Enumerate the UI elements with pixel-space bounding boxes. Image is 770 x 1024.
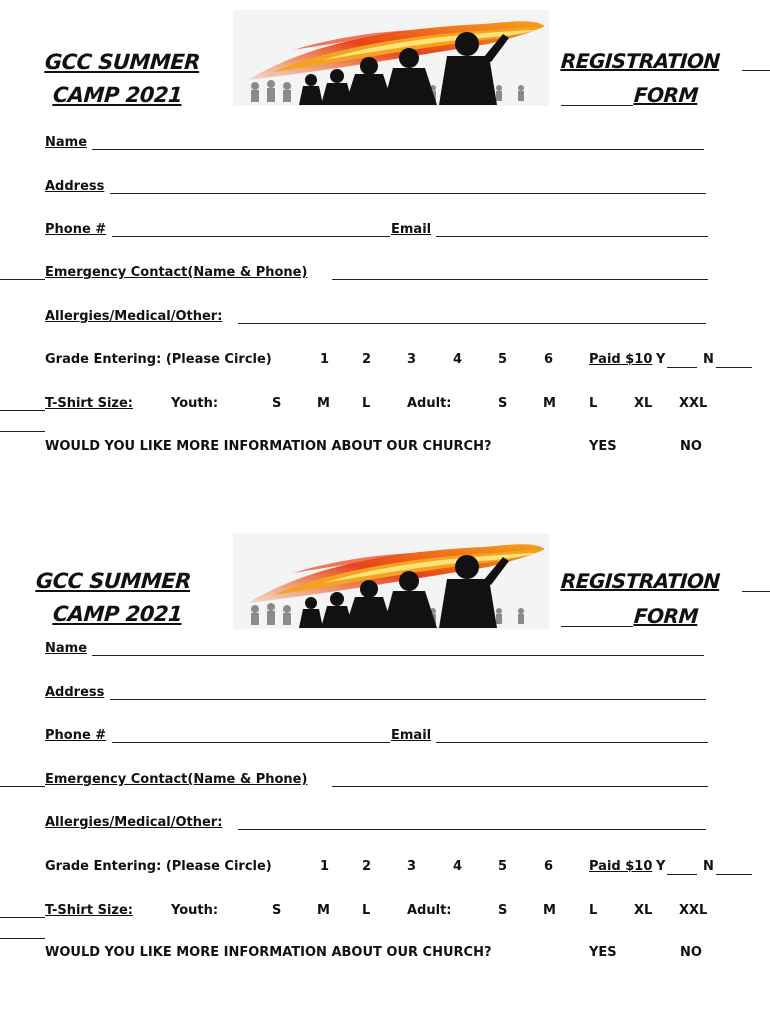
grade-label: Grade Entering: (Please Circle): [45, 859, 272, 874]
youth-size-m[interactable]: M: [317, 396, 330, 411]
email-field[interactable]: [436, 742, 708, 743]
camp-title-line2: CAMP 2021: [52, 83, 184, 107]
paid-label: Paid $10: [589, 352, 653, 367]
phone-field[interactable]: [112, 742, 390, 743]
youth-size-m[interactable]: M: [317, 903, 330, 918]
tshirt-size-label: T-Shirt Size:: [45, 396, 133, 411]
email-label: Email: [391, 728, 432, 743]
grade-option-2[interactable]: 2: [362, 859, 372, 874]
registration-title-line1: REGISTRATION: [560, 49, 721, 73]
paid-no-field[interactable]: [716, 367, 752, 368]
phone-label: Phone #: [45, 222, 107, 237]
paid-no-option[interactable]: N: [703, 859, 714, 874]
registration-title-line1: REGISTRATION: [560, 569, 721, 593]
adult-size-m[interactable]: M: [543, 396, 556, 411]
camp-banner-image: [233, 533, 549, 629]
grade-option-1[interactable]: 1: [320, 352, 330, 367]
grade-option-1[interactable]: 1: [320, 859, 330, 874]
church-info-yes[interactable]: YES: [589, 945, 617, 960]
registration-form-2: [0, 507, 770, 987]
church-info-question: WOULD YOU LIKE MORE INFORMATION ABOUT OUR CHURCH?: [45, 439, 492, 454]
church-info-yes[interactable]: YES: [589, 439, 617, 454]
grade-option-6[interactable]: 6: [544, 352, 554, 367]
phone-label: Phone #: [45, 728, 107, 743]
allergies-field[interactable]: [238, 323, 706, 324]
address-field[interactable]: [110, 699, 706, 700]
registration-title-line2: FORM: [633, 604, 699, 628]
emergency-contact-label: Emergency Contact(Name & Phone): [45, 265, 308, 280]
grade-option-4[interactable]: 4: [453, 859, 463, 874]
adult-size-l[interactable]: L: [589, 903, 598, 918]
name-label: Name: [45, 641, 88, 656]
paid-label: Paid $10: [589, 859, 653, 874]
adult-size-s[interactable]: S: [498, 903, 508, 918]
adult-size-xl[interactable]: XL: [634, 396, 653, 411]
allergies-label: Allergies/Medical/Other:: [45, 815, 223, 830]
grade-option-5[interactable]: 5: [498, 352, 508, 367]
church-info-question: WOULD YOU LIKE MORE INFORMATION ABOUT OUR CHURCH?: [45, 945, 492, 960]
adult-size-xxl[interactable]: XXL: [679, 903, 708, 918]
name-label: Name: [45, 135, 88, 150]
phone-field[interactable]: [112, 236, 390, 237]
adult-size-xl[interactable]: XL: [634, 903, 653, 918]
email-field[interactable]: [436, 236, 708, 237]
allergies-field[interactable]: [238, 829, 706, 830]
camp-title-line2: CAMP 2021: [52, 602, 184, 626]
address-label: Address: [45, 685, 105, 700]
name-field[interactable]: [92, 655, 704, 656]
youth-label: Youth:: [171, 903, 219, 918]
adult-size-xxl[interactable]: XXL: [679, 396, 708, 411]
church-info-no[interactable]: NO: [680, 439, 702, 454]
emergency-contact-label: Emergency Contact(Name & Phone): [45, 772, 308, 787]
youth-label: Youth:: [171, 396, 219, 411]
paid-yes-option[interactable]: Y: [656, 352, 666, 367]
youth-size-l[interactable]: L: [362, 396, 371, 411]
address-field[interactable]: [110, 193, 706, 194]
camp-title-line1: GCC SUMMER: [44, 50, 201, 74]
camp-title-line1: GCC SUMMER: [35, 569, 192, 593]
registration-form-1: [0, 0, 770, 480]
adult-size-s[interactable]: S: [498, 396, 508, 411]
youth-size-s[interactable]: S: [272, 396, 282, 411]
paid-yes-field[interactable]: [667, 874, 697, 875]
grade-label: Grade Entering: (Please Circle): [45, 352, 272, 367]
paid-yes-option[interactable]: Y: [656, 859, 666, 874]
grade-option-5[interactable]: 5: [498, 859, 508, 874]
registration-title-line2: FORM: [633, 83, 699, 107]
grade-option-3[interactable]: 3: [407, 859, 417, 874]
grade-option-3[interactable]: 3: [407, 352, 417, 367]
adult-size-m[interactable]: M: [543, 903, 556, 918]
camp-banner-image: [233, 10, 549, 106]
youth-size-l[interactable]: L: [362, 903, 371, 918]
paid-no-field[interactable]: [716, 874, 752, 875]
adult-label: Adult:: [407, 396, 452, 411]
tshirt-size-label: T-Shirt Size:: [45, 903, 133, 918]
grade-option-2[interactable]: 2: [362, 352, 372, 367]
paid-no-option[interactable]: N: [703, 352, 714, 367]
paid-yes-field[interactable]: [667, 367, 697, 368]
address-label: Address: [45, 179, 105, 194]
adult-size-l[interactable]: L: [589, 396, 598, 411]
name-field[interactable]: [92, 149, 704, 150]
adult-label: Adult:: [407, 903, 452, 918]
email-label: Email: [391, 222, 432, 237]
emergency-contact-field[interactable]: [332, 786, 708, 787]
church-info-no[interactable]: NO: [680, 945, 702, 960]
grade-option-4[interactable]: 4: [453, 352, 463, 367]
emergency-contact-field[interactable]: [332, 279, 708, 280]
youth-size-s[interactable]: S: [272, 903, 282, 918]
allergies-label: Allergies/Medical/Other:: [45, 309, 223, 324]
grade-option-6[interactable]: 6: [544, 859, 554, 874]
